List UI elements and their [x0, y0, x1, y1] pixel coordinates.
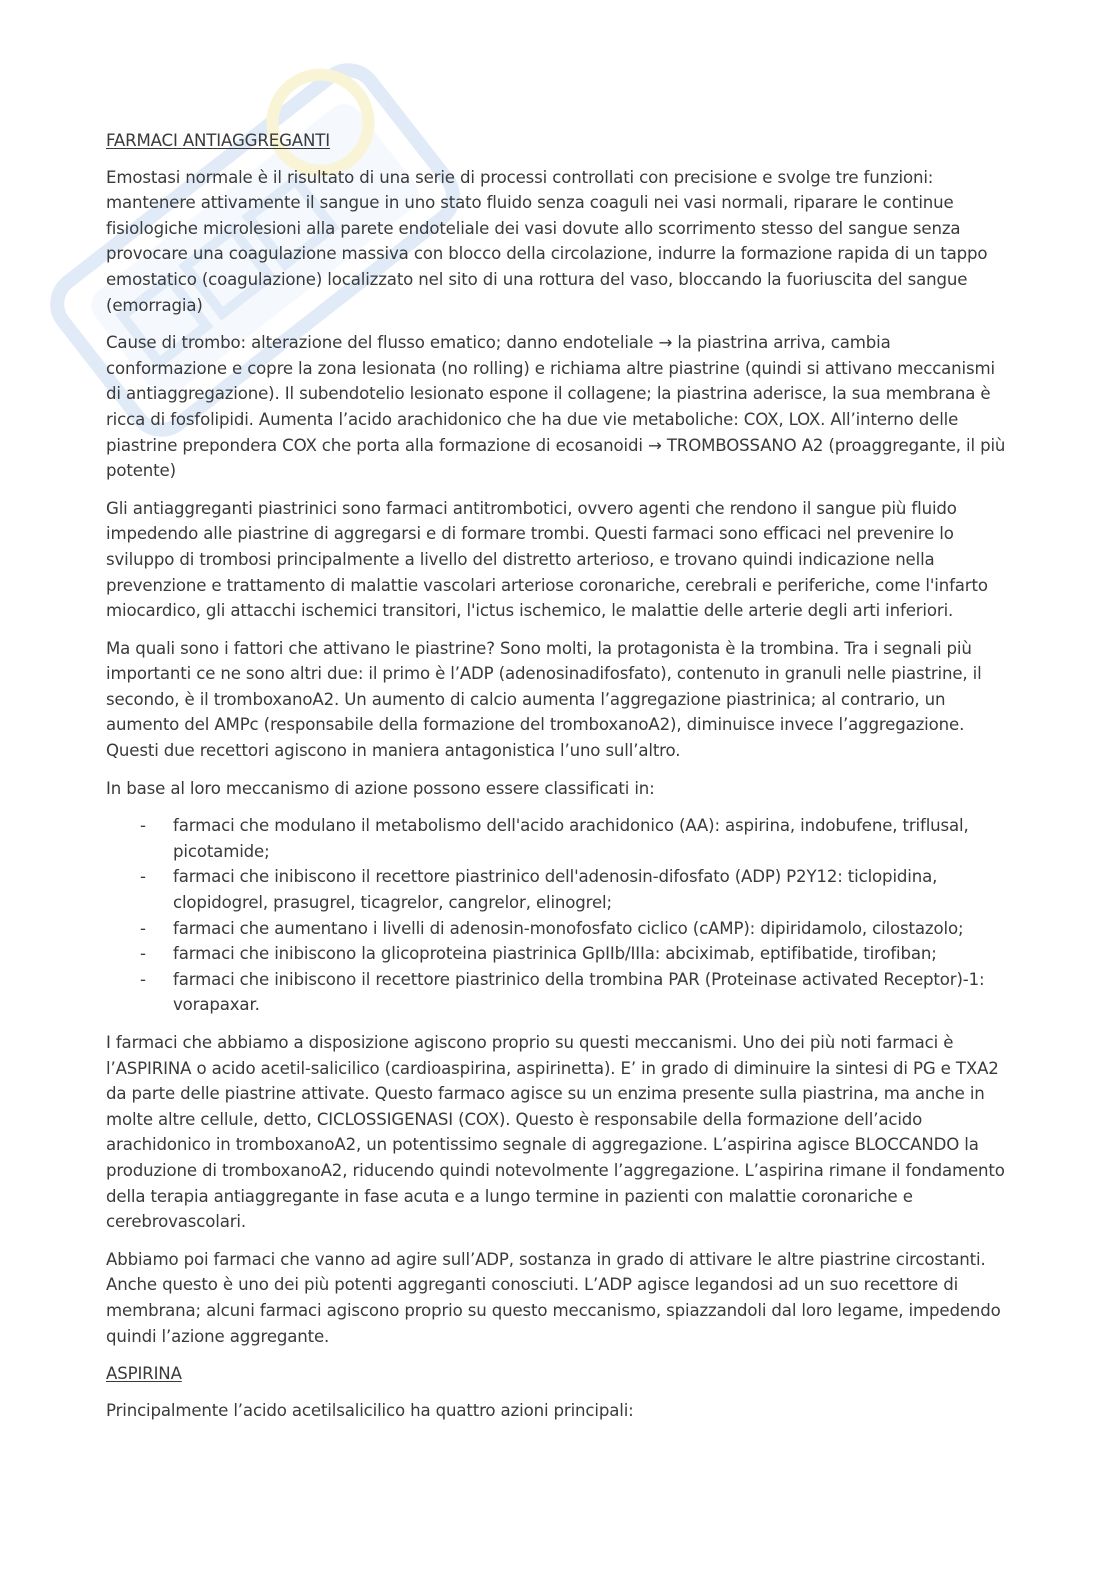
list-marker: -	[140, 969, 146, 989]
drug-class-list	[106, 813, 1006, 1018]
list-item-text: farmaci che inibiscono il recettore piastrinico dell'adenosin-difosfato (ADP) P2Y12: ticlopidina, clopidogrel, prasugrel, ticagrelor, cangrelor, elinogrel;	[173, 867, 938, 913]
paragraph-adp: Abbiamo poi farmaci che vanno ad agire sull’ADP, sostanza in grado di attivare le altre piastrine circostanti. Anche questo è uno dei più potenti aggreganti conosciuti. L’ADP agisce legandosi ad un suo recettore di membrana; alcuni farmaci agiscono proprio su questo meccanismo, spiazzandoli dal loro legame, impedendo quindi l’azione aggregante.	[106, 1249, 1001, 1346]
paragraph-antiaggreganti: Gli antiaggreganti piastrinici sono farmaci antitrombotici, ovvero agenti che rendono il sangue più fluido impedendo alle piastrine di aggregarsi e di formare trombi. Questi farmaci sono efficaci nel prevenire lo sviluppo di trombosi principalmente a livello del distretto arterioso, e trovano quindi indicazione nella prevenzione e trattamento di malattie vascolari arteriose coronariche, cerebrali e periferiche, come l'infarto miocardico, gli attacchi ischemici transitori, l'ictus ischemico, le malattie delle arterie degli arti inferiori.	[106, 498, 988, 621]
list-marker: -	[140, 816, 146, 836]
document-title: FARMACI ANTIAGGREGANTI	[106, 131, 330, 150]
list-item-text: farmaci che inibiscono la glicoproteina piastrinica GpIIb/IIIa: abciximab, eptifibatide, tirofiban;	[173, 944, 937, 964]
section-heading-aspirina: ASPIRINA	[106, 1364, 182, 1384]
list-item	[106, 967, 1006, 1018]
paragraph-fattori-piastrine: Ma quali sono i fattori che attivano le piastrine? Sono molti, la protagonista è la trombina. Tra i segnali più importanti ce ne sono altri due: il primo è l’ADP (adenosinadifosfato), contenuto in granuli nelle piastrine, il secondo, è il tromboxanoA2. Un aumento di calcio aumenta l’aggregazione piastrinica; al contrario, un aumento del AMPc (responsabile della formazione del tromboxanoA2), diminuisce invece l’aggregazione. Questi due recettori agiscono in maniera antagonistica l’uno sull’altro.	[106, 638, 982, 761]
paragraph-cause-trombo: Cause di trombo: alterazione del flusso ematico; danno endoteliale → la piastrina arriva, cambia conformazione e copre la zona lesionata (no rolling) e richiama altre piastrine (quindi si attivano meccanismi di antiaggregazione). Il subendotelio lesionato espone il collagene; la piastrina aderisce, la sua membrana è ricca di fosfolipidi. Aumenta l’acido arachidonico che ha due vie metaboliche: COX, LOX. All’interno delle piastrine prepondera COX che porta alla formazione di ecosanoidi → TROMBOSSANO A2 (proaggregante, il più potente)	[106, 333, 1006, 481]
paragraph-azioni-principali: Principalmente l’acido acetilsalicilico ha quattro azioni principali:	[106, 1400, 634, 1420]
list-item	[106, 813, 1006, 864]
list-item-text: farmaci che inibiscono il recettore piastrinico della trombina PAR (Proteinase activated Receptor)-1: vorapaxar.	[173, 969, 985, 1015]
list-item	[106, 916, 1006, 942]
list-marker: -	[140, 867, 146, 887]
paragraph-aspirina-intro: I farmaci che abbiamo a disposizione agiscono proprio su questi meccanismi. Uno dei più noti farmaci è l’ASPIRINA o acido acetil-salicilico (cardioaspirina, aspirinetta). E’ in grado di diminuire la sintesi di PG e TXA2 da parte delle piastrine attivate. Questo farmaco agisce su un enzima presente sulla piastrina, ma anche in molte altre cellule, detto, CICLOSSIGENASI (COX). Questo è responsabile della formazione dell’acido arachidonico in tromboxanoA2, un potentissimo segnale di aggregazione. L’aspirina agisce BLOCCANDO la produzione di tromboxanoA2, riducendo quindi notevolmente l’aggregazione. L’aspirina rimane il fondamento della terapia antiaggregante in fase acuta e a lungo termine in pazienti con malattie coronariche e cerebrovascolari.	[106, 1033, 1005, 1232]
list-item	[106, 941, 1006, 967]
list-item-text: farmaci che aumentano i livelli di adenosin-monofosfato ciclico (cAMP): dipiridamolo, cilostazolo;	[173, 918, 964, 938]
list-marker: -	[140, 944, 146, 964]
list-item	[106, 864, 1006, 915]
list-marker: -	[140, 918, 146, 938]
list-item-text: farmaci che modulano il metabolismo dell'acido arachidonico (AA): aspirina, indobufene, triflusal, picotamide;	[173, 816, 969, 861]
paragraph-classificazione: In base al loro meccanismo di azione possono essere classificati in:	[106, 778, 655, 798]
document-page	[106, 128, 1006, 1435]
paragraph-emostasi: Emostasi normale è il risultato di una serie di processi controllati con precisione e svolge tre funzioni: mantenere attivamente il sangue in uno stato fluido senza coaguli nei vasi normali, riparare le continue fisiologiche microlesioni alla parete endoteliale dei vasi dovute allo scorrimento stesso del sangue senza provocare una coagulazione massiva con blocco della circolazione, indurre la formazione rapida di un tappo emostatico (coagulazione) localizzato nel sito di una rottura del vaso, bloccando la fuoriuscita del sangue (emorragia)	[106, 167, 988, 315]
